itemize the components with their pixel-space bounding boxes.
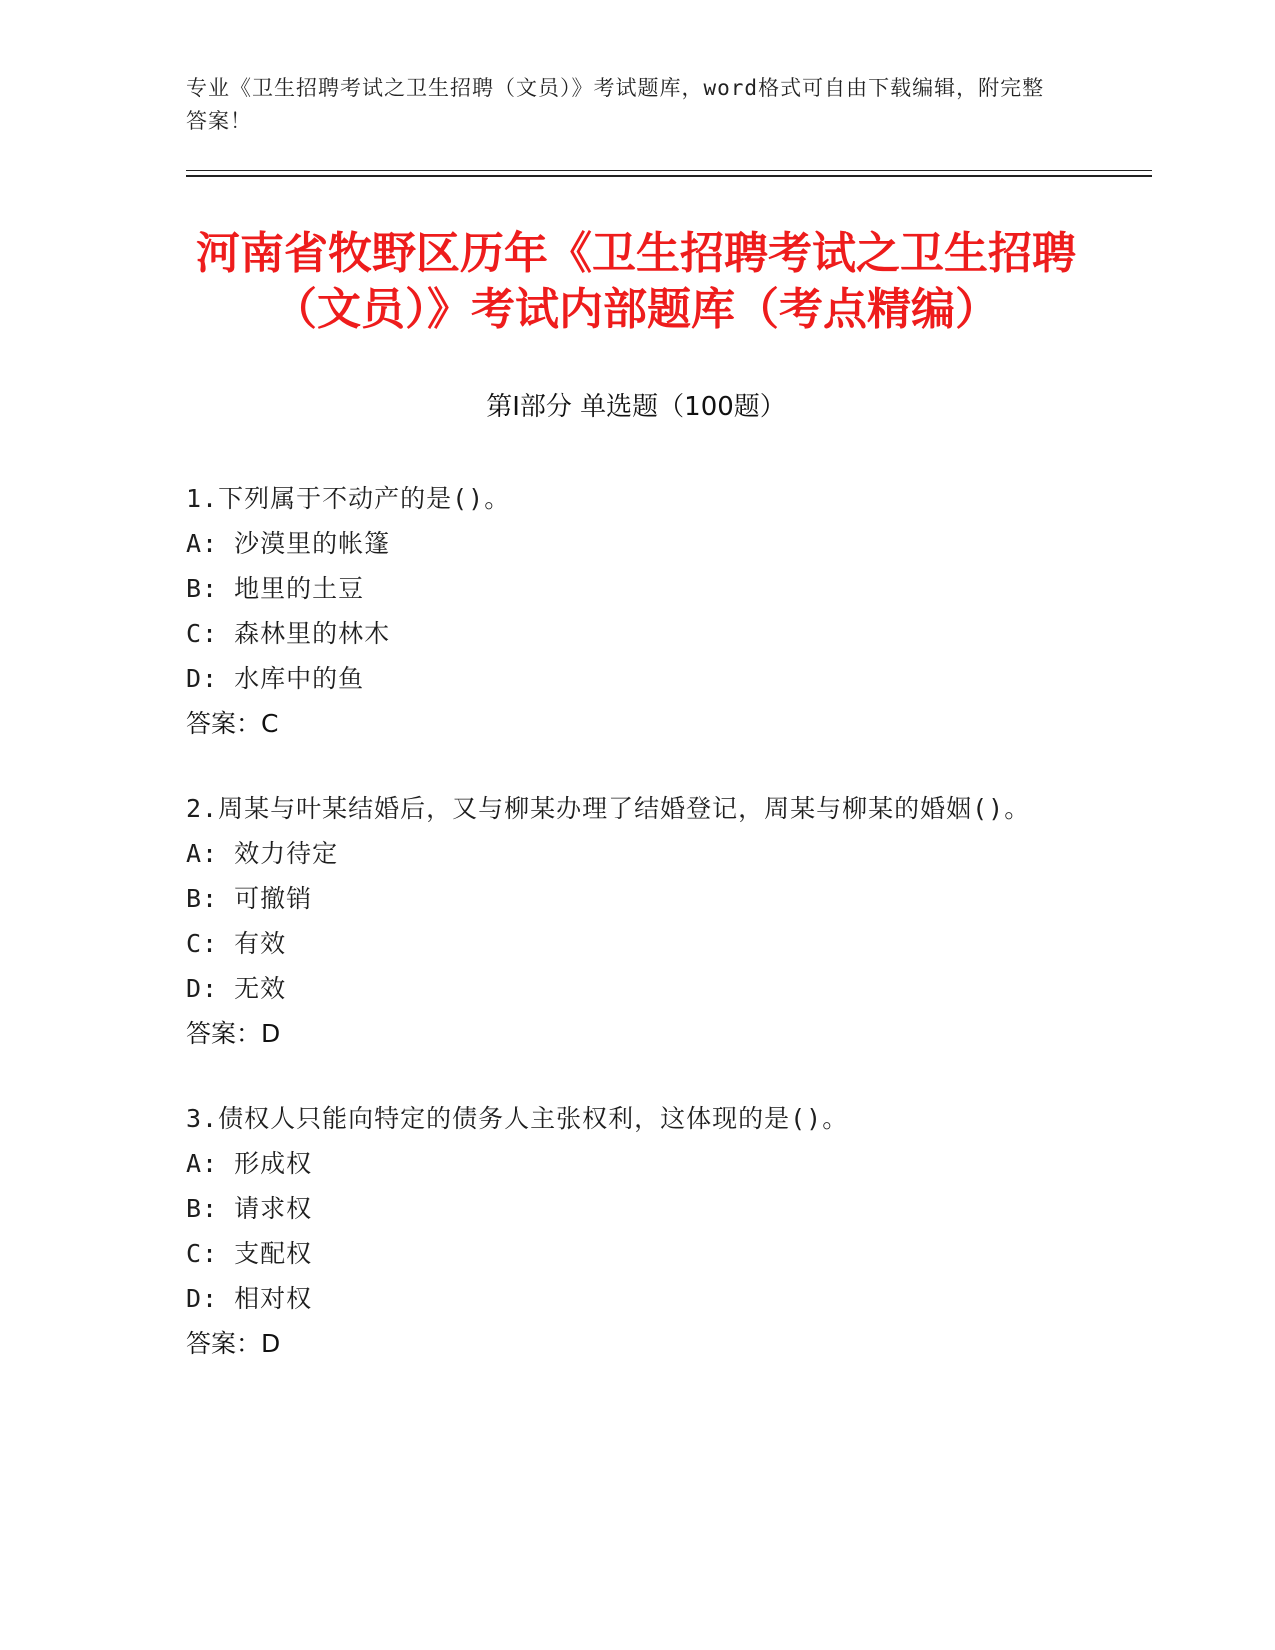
option-d: D: 相对权 — [186, 1284, 313, 1313]
option-b: B: 地里的土豆 — [186, 574, 365, 603]
answer: 答案：D — [186, 1329, 281, 1358]
option-d: D: 无效 — [186, 974, 287, 1003]
option-b: B: 可撤销 — [186, 884, 313, 913]
question-2 — [186, 786, 1086, 1056]
document-title: 河南省牧野区历年《卫生招聘考试之卫生招聘（文员）》考试内部题库（考点精编） — [196, 228, 1076, 335]
question-stem: 3.债权人只能向特定的债务人主张权利，这体现的是()。 — [186, 1104, 849, 1133]
question-stem: 2.周某与叶某结婚后，又与柳某办理了结婚登记，周某与柳某的婚姻()。 — [186, 794, 1031, 823]
header-rule-thick — [186, 175, 1152, 177]
option-b: B: 请求权 — [186, 1194, 313, 1223]
question-stem: 1.下列属于不动产的是()。 — [186, 484, 511, 513]
question-1 — [186, 476, 1086, 746]
option-a: A: 沙漠里的帐篷 — [186, 529, 391, 558]
option-c: C: 有效 — [186, 929, 287, 958]
header-note: 专业《卫生招聘考试之卫生招聘（文员）》考试题库，word格式可自由下载编辑，附完整答案！ — [186, 76, 1045, 133]
answer: 答案：C — [186, 709, 279, 738]
option-c: C: 森林里的林木 — [186, 619, 391, 648]
option-a: A: 效力待定 — [186, 839, 339, 868]
question-3 — [186, 1096, 1086, 1366]
option-c: C: 支配权 — [186, 1239, 313, 1268]
option-a: A: 形成权 — [186, 1149, 313, 1178]
header-rule-thin — [186, 170, 1152, 171]
option-d: D: 水库中的鱼 — [186, 664, 365, 693]
question-list — [186, 476, 1086, 1406]
section-title: 第Ⅰ部分 单选题（100题） — [486, 392, 786, 422]
answer: 答案：D — [186, 1019, 281, 1048]
